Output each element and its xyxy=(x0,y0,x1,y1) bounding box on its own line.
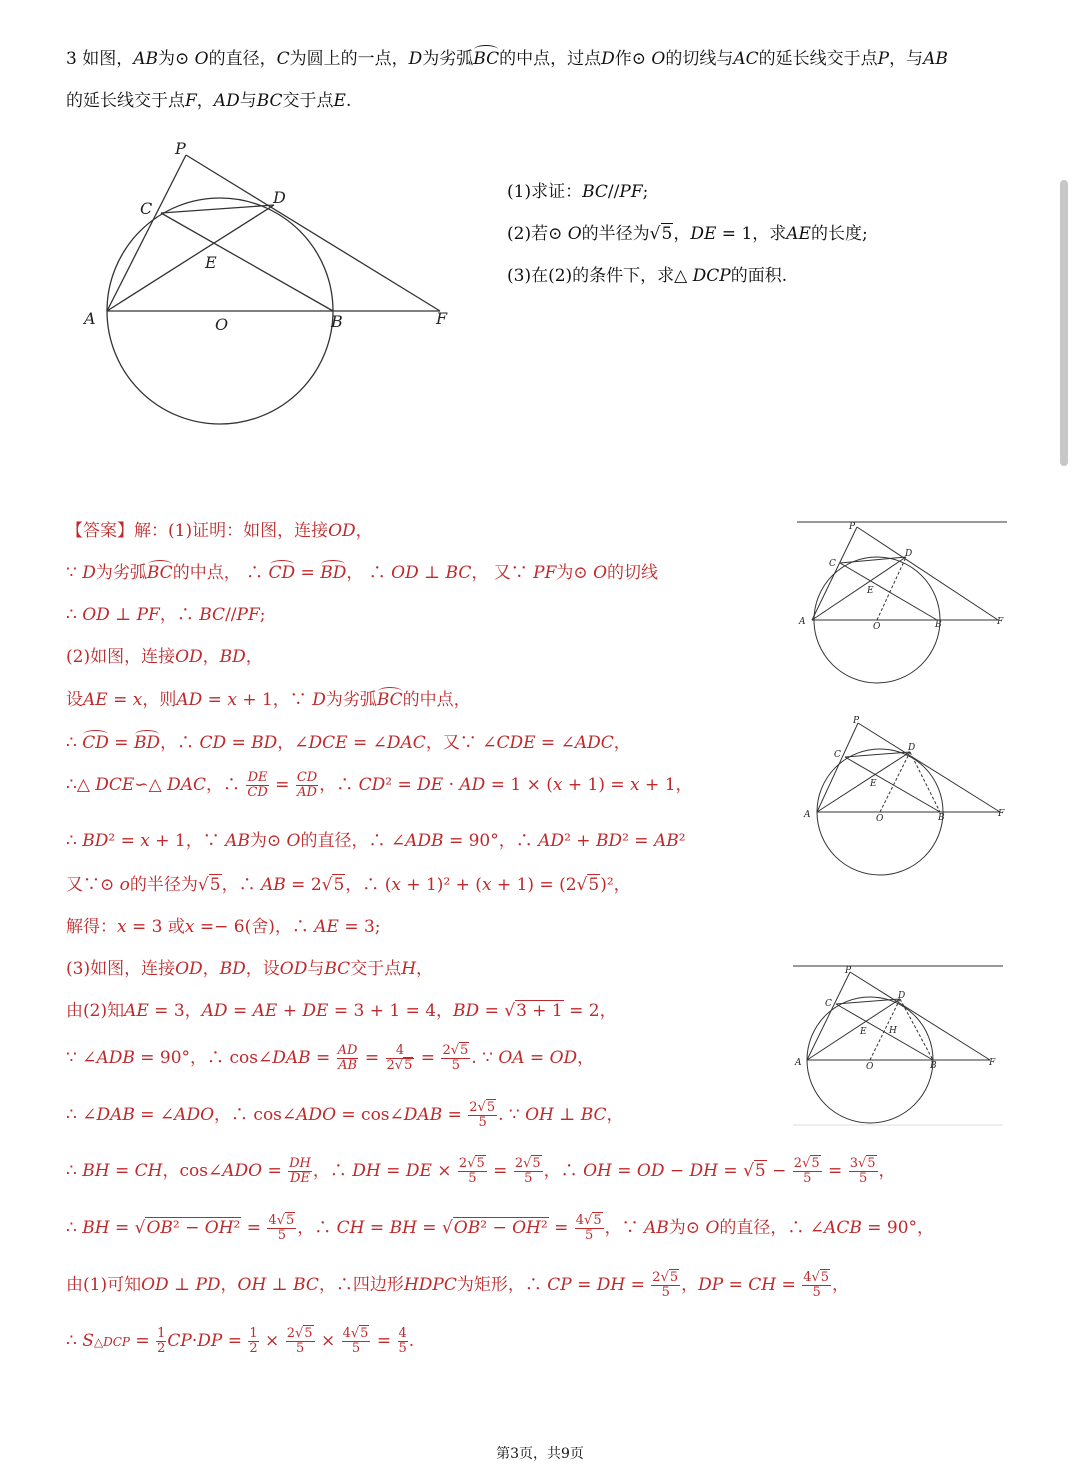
label-F: F xyxy=(436,309,448,328)
svg-text:P: P xyxy=(849,522,856,532)
answer-line-18: ∴ S△DCP = $\frac{1}{2}$ CP·DP = $\frac{1}{2}$ × $\frac{2√5}{5}$ × $\frac{4√5}{5}$ = $\frac{4}{5}$ . xyxy=(66,1326,415,1356)
answer-line-7: ∴△ DCE∽△ DAC，∴ $\frac{DE}{CD}$ = $\frac{CD}{AD}$ ，∴ CD² = DE · AD = 1 × (x + 1) = x + 1， xyxy=(66,770,693,800)
label-D: D xyxy=(273,188,286,207)
answer-line-1: 【答案】解：(1)证明：如图，连接OD， xyxy=(66,521,373,541)
label-O: O xyxy=(215,315,229,334)
svg-text:C: C xyxy=(829,559,836,569)
svg-text:A: A xyxy=(799,617,806,627)
svg-text:E: E xyxy=(867,586,874,596)
svg-text:H: H xyxy=(889,1026,897,1036)
question-1: (1)求证：BC//PF; xyxy=(507,182,649,202)
svg-text:D: D xyxy=(898,991,906,1001)
problem-line-2: 的延长线交于点F，AD与BC交于点E. xyxy=(66,91,352,111)
svg-text:A: A xyxy=(795,1058,802,1068)
svg-text:D: D xyxy=(908,743,916,753)
svg-text:F: F xyxy=(998,809,1005,819)
label-E: E xyxy=(205,253,217,272)
svg-text:A: A xyxy=(804,810,811,820)
svg-text:O: O xyxy=(876,814,884,824)
answer-line-11: (3)如图，连接OD，BD，设OD与BC交于点H， xyxy=(66,959,434,979)
svg-text:P: P xyxy=(845,966,852,976)
answer-figure-2 xyxy=(800,710,1015,880)
question-2: (2)若⊙ O的半径为√5，DE = 1，求AE的长度; xyxy=(507,224,868,244)
svg-text:P: P xyxy=(853,716,860,726)
answer-line-4: (2)如图，连接OD，BD， xyxy=(66,647,263,667)
answer-line-14: ∴ ∠DAB = ∠ADO，∴ cos∠ADO = cos∠DAB = $\frac{2√5}{5}$ . ∵ OH ⊥ BC， xyxy=(66,1100,624,1130)
answer-figure-3 xyxy=(792,960,1007,1130)
svg-text:O: O xyxy=(866,1062,874,1072)
answer-line-17: 由(1)可知OD ⊥ PD，OH ⊥ BC，∴四边形HDPC为矩形，∴ CP = DH = $\frac{2√5}{5}$ ，DP = CH = $\frac{4√5}{5}$ ， xyxy=(66,1270,850,1300)
answer-line-2: ∵ D为劣弧BC的中点， ∴ CD = BD， ∴ OD ⊥ BC， 又∵ PF为⊙ O的切线 xyxy=(66,563,658,583)
answer-line-6: ∴ CD = BD，∴ CD = BD，∠DCE = ∠DAC，又∵ ∠CDE = ∠ADC， xyxy=(66,733,631,753)
answer-figure-1 xyxy=(795,515,1010,690)
page-footer: 第3页，共9页 xyxy=(496,1446,584,1462)
answer-line-8: ∴ BD² = x + 1，∵ AB为⊙ O的直径，∴ ∠ADB = 90°，∴ AD² + BD² = AB² xyxy=(66,831,686,851)
svg-text:E: E xyxy=(860,1027,867,1037)
answer-line-12: 由(2)知AE = 3，AD = AE + DE = 3 + 1 = 4，BD = √3 + 1 = 2， xyxy=(66,1001,617,1021)
svg-text:C: C xyxy=(825,999,832,1009)
main-geometry-figure xyxy=(80,135,470,435)
answer-line-9: 又∵⊙ o的半径为√5，∴ AB = 2√5，∴ (x + 1)² + (x + 1) = (2√5)²， xyxy=(66,875,631,895)
answer-line-13: ∵ ∠ADB = 90°，∴ cos∠DAB = $\frac{AD}{AB}$ = $\frac{4}{2√5}$ = $\frac{2√5}{5}$ . ∵ OA = OD， xyxy=(66,1043,595,1073)
answer-line-15: ∴ BH = CH，cos∠ADO = $\frac{DH}{DE}$ ，∴ DH = DE × $\frac{2√5}{5}$ = $\frac{2√5}{5}$ ，∴ OH = OD − DH = √5 − $\frac{2√5}{5}$ = $\frac{3√5}{5}$ ， xyxy=(66,1156,896,1186)
svg-text:C: C xyxy=(834,750,841,760)
label-P: P xyxy=(175,139,186,158)
svg-text:F: F xyxy=(997,617,1004,627)
question-3: (3)在(2)的条件下，求△ DCP的面积. xyxy=(507,266,788,286)
answer-line-10: 解得：x = 3 或x =− 6(舍)，∴ AE = 3; xyxy=(66,917,381,937)
svg-text:F: F xyxy=(989,1058,996,1068)
svg-text:O: O xyxy=(873,622,881,632)
label-B: B xyxy=(331,312,343,331)
svg-text:B: B xyxy=(935,620,942,630)
answer-line-3: ∴ OD ⊥ PF，∴ BC//PF; xyxy=(66,605,266,625)
label-C: C xyxy=(140,199,153,218)
answer-line-16: ∴ BH = √OB² − OH² = $\frac{4√5}{5}$ ，∴ CH = BH = √OB² − OH² = $\frac{4√5}{5}$ ，∵ AB为⊙ O的直径，∴ ∠ACB = 90°， xyxy=(66,1213,935,1243)
problem-line-1: 3 如图，AB为⊙ O的直径，C为圆上的一点，D为劣弧BC的中点，过点D作⊙ O的切线与AC的延长线交于点P，与AB xyxy=(66,49,948,69)
label-A: A xyxy=(84,309,96,328)
svg-text:B: B xyxy=(930,1061,937,1071)
svg-text:B: B xyxy=(938,813,945,823)
scrollbar-thumb[interactable] xyxy=(1060,180,1068,466)
answer-line-5: 设AE = x，则AD = x + 1，∵ D为劣弧BC的中点， xyxy=(66,690,471,710)
svg-text:E: E xyxy=(870,779,877,789)
svg-text:D: D xyxy=(905,549,913,559)
